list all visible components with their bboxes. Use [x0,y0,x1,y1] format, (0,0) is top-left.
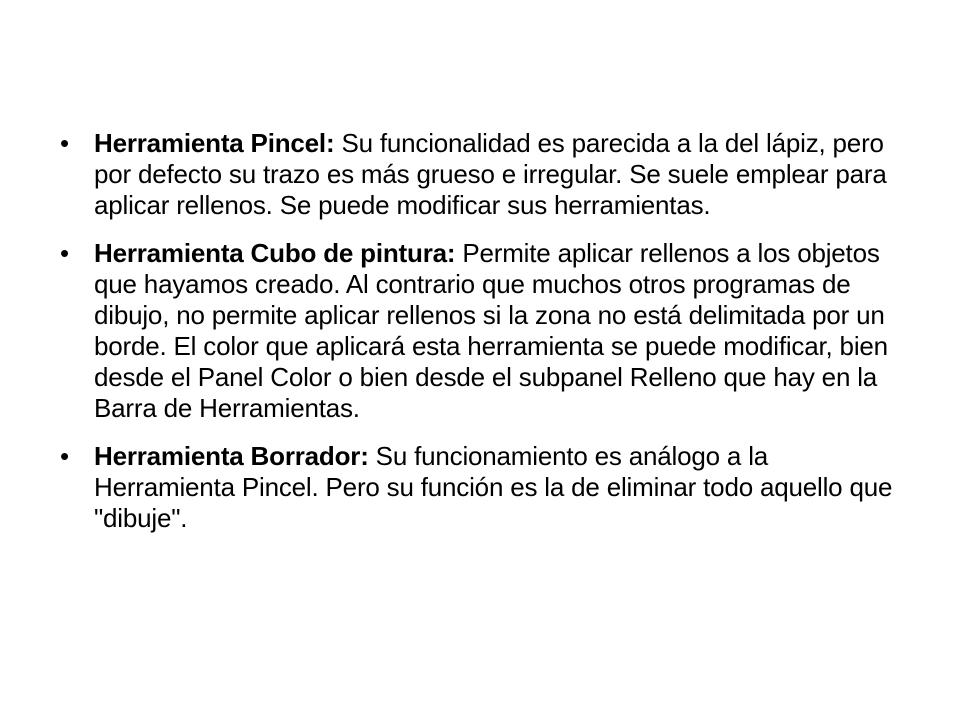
bullet-term: Herramienta Pincel: [94,128,335,158]
bullet-item-borrador [58,441,900,534]
bullet-dot-icon: • [60,238,69,268]
bullet-text: Su funcionalidad es parecida a la del lápiz, pero por defecto su trazo es más grueso e irregular. Se suele emplear para aplicar rellenos. Se puede modificar sus herramientas. [94,128,887,220]
bullet-item-pincel [58,128,900,221]
bullet-term: Herramienta Cubo de pintura: [94,238,456,268]
bullet-dot-icon: • [60,128,69,158]
bullet-text: Permite aplicar rellenos a los objetos que hayamos creado. Al contrario que muchos otros programas de dibujo, no permite aplicar rellenos si la zona no está delimitada por un borde. El color que aplicará esta herramienta se puede modificar, bien desde el Panel Color o bien desde el subpanel Relleno que hay en la Barra de Herramientas. [94,238,888,423]
bullet-dot-icon: • [60,441,69,471]
bullet-list [58,128,900,534]
slide-content [58,128,900,551]
bullet-term: Herramienta Borrador: [94,441,369,471]
bullet-text: Su funcionamiento es análogo a la Herramienta Pincel. Pero su función es la de eliminar todo aquello que "dibuje". [94,441,893,533]
bullet-item-cubo-de-pintura [58,238,900,424]
